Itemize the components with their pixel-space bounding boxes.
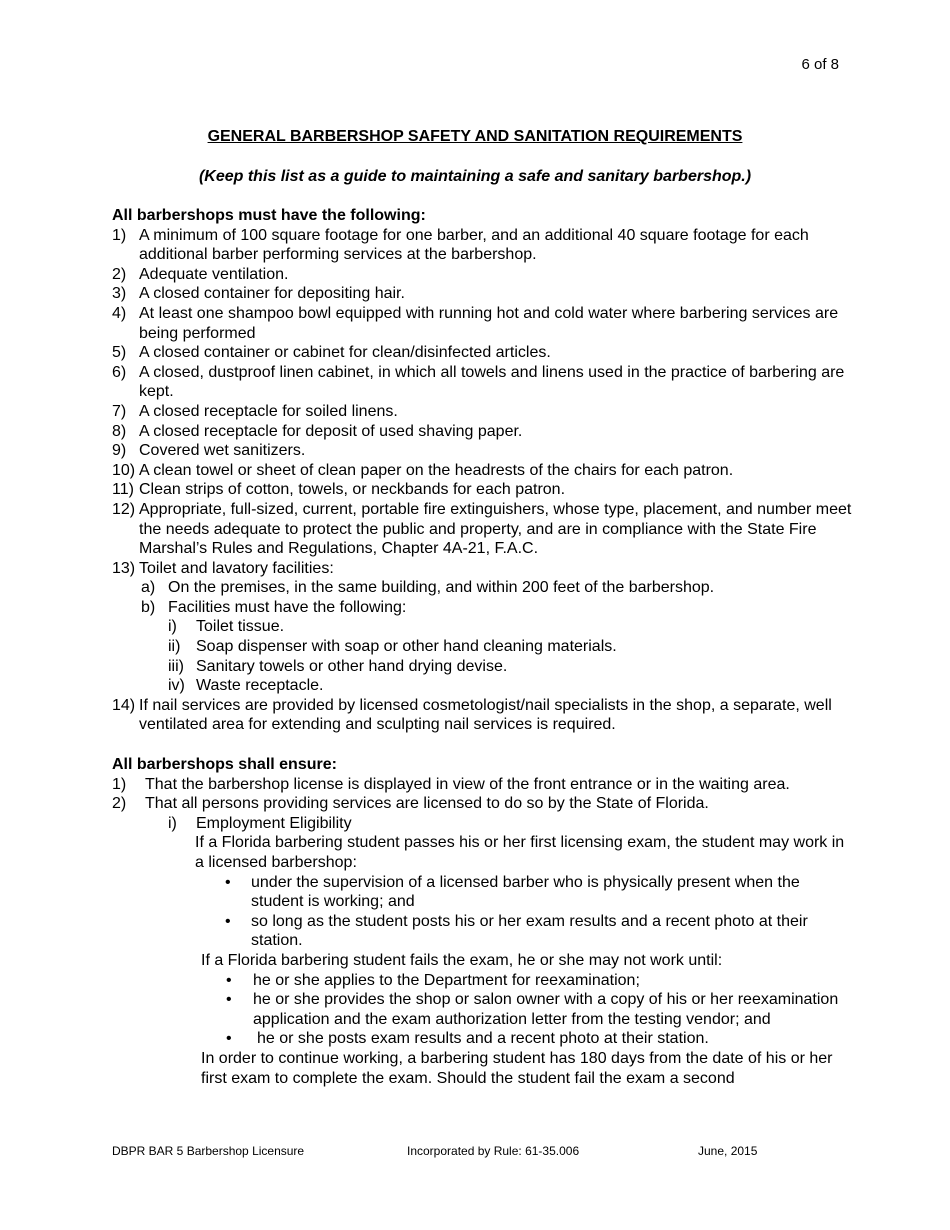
list-item xyxy=(112,441,852,461)
list-item xyxy=(112,304,852,343)
item-roman: i) xyxy=(168,814,177,832)
item-number: 9) xyxy=(112,442,127,460)
bullet-text: he or she posts exam results and a recent photo at their station. xyxy=(257,1030,709,1048)
item-text: A closed receptacle for soiled linens. xyxy=(139,402,398,420)
list-item xyxy=(112,500,852,559)
item-number: 3) xyxy=(112,285,127,303)
bullet-text: under the supervision of a licensed barber who is physically present when the student is working; and xyxy=(251,873,800,911)
item-text: That all persons providing services are licensed to do so by the State of Florida. xyxy=(145,795,709,813)
sub-sub-list-item xyxy=(112,637,852,657)
section2-heading: All barbershops shall ensure: xyxy=(112,756,337,774)
item-text: A closed receptacle for deposit of used shaving paper. xyxy=(139,422,523,440)
page-number: 6 of 8 xyxy=(801,56,839,73)
item-text: Employment Eligibility xyxy=(196,814,352,832)
document-body xyxy=(112,206,852,1088)
item-number: 7) xyxy=(112,402,127,420)
item-letter: a) xyxy=(141,579,156,597)
item-roman: iii) xyxy=(168,657,184,675)
bullet-icon: • xyxy=(225,873,231,891)
item-number: 2) xyxy=(112,795,127,813)
list-item xyxy=(112,226,852,265)
list-item xyxy=(112,343,852,363)
item-number: 10) xyxy=(112,461,136,479)
item-number: 11) xyxy=(112,481,134,499)
bullet-icon: • xyxy=(226,1030,232,1048)
item-text: A closed container or cabinet for clean/disinfected articles. xyxy=(139,344,551,362)
sub-list-item xyxy=(112,598,852,618)
item-roman: ii) xyxy=(168,638,181,656)
item-roman: iv) xyxy=(168,677,185,695)
item-number: 14) xyxy=(112,696,136,714)
list-item xyxy=(112,422,852,442)
item-text: That the barbershop license is displayed in view of the front entrance or in the waiting area. xyxy=(145,775,790,793)
item-text: A closed, dustproof linen cabinet, in which all towels and linens used in the practice of barbering are kept. xyxy=(139,363,845,401)
footer-form-name: DBPR BAR 5 Barbershop Licensure xyxy=(112,1144,305,1158)
item-number: 1) xyxy=(112,775,127,793)
item-text: Adequate ventilation. xyxy=(139,265,289,283)
item-text: At least one shampoo bowl equipped with running hot and cold water where barbering services are being performed xyxy=(139,304,839,342)
sub-sub-list-item xyxy=(112,676,852,696)
item-text: A clean towel or sheet of clean paper on the headrests of the chairs for each patron. xyxy=(139,461,734,479)
bullet-icon: • xyxy=(226,971,232,989)
sub-sub-list-item xyxy=(112,814,852,834)
footer-date: June, 2015 xyxy=(698,1144,758,1158)
item-number: 2) xyxy=(112,265,127,283)
item-text: Waste receptacle. xyxy=(196,677,324,695)
list-item xyxy=(112,402,852,422)
bullet-item xyxy=(112,873,852,912)
item-text: A closed container for depositing hair. xyxy=(139,285,405,303)
item-text: Covered wet sanitizers. xyxy=(139,442,306,460)
bullet-text: he or she provides the shop or salon owner with a copy of his or her reexamination application and the exam authorization letter from the testing vendor; and xyxy=(253,991,839,1028)
bullet-item xyxy=(112,1029,852,1049)
bullet-item xyxy=(112,971,852,991)
item-number: 13) xyxy=(112,559,136,577)
item-text: If nail services are provided by licensed cosmetologist/nail specialists in the shop, a separate, well ventilated area for extending and sculpting nail services is required. xyxy=(139,696,832,734)
item-number: 8) xyxy=(112,422,127,440)
bullet-text: so long as the student posts his or her exam results and a recent photo at their station. xyxy=(251,912,808,950)
document-title: GENERAL BARBERSHOP SAFETY AND SANITATION REQUIREMENTS xyxy=(207,128,743,145)
list-item xyxy=(112,775,852,795)
bullet-text: he or she applies to the Department for reexamination; xyxy=(253,971,640,989)
item-number: 1) xyxy=(112,226,127,244)
paragraph: If a Florida barbering student passes his or her first licensing exam, the student may work in a licensed barbershop: xyxy=(195,834,845,871)
sub-sub-list-item xyxy=(112,617,852,637)
list-item xyxy=(112,284,852,304)
bullet-item xyxy=(112,912,852,951)
item-text: Soap dispenser with soap or other hand cleaning materials. xyxy=(196,638,617,656)
item-text: Clean strips of cotton, towels, or neckbands for each patron. xyxy=(139,481,566,499)
paragraph: In order to continue working, a barbering student has 180 days from the date of his or her first exam to complete the exam. Should the student fail the exam a second xyxy=(201,1049,833,1087)
item-text: Toilet tissue. xyxy=(196,618,285,636)
item-text: Appropriate, full-sized, current, portable fire extinguishers, whose type, placement, and number meet the needs adequate to protect the public and property, and are in compliance with the State Fire Marshal’s Rules and Regulations, Chapter 4A-21, F.A.C. xyxy=(139,500,852,558)
sub-list-item xyxy=(112,578,852,598)
list-item xyxy=(112,461,852,481)
item-text: Sanitary towels or other hand drying devise. xyxy=(196,657,508,675)
item-number: 12) xyxy=(112,500,136,518)
bullet-icon: • xyxy=(226,991,232,1009)
list-item xyxy=(112,480,852,500)
item-text: Toilet and lavatory facilities: xyxy=(139,559,334,577)
item-text: Facilities must have the following: xyxy=(168,598,407,616)
list-item xyxy=(112,363,852,402)
sub-sub-list-item xyxy=(112,657,852,677)
list-item xyxy=(112,794,852,814)
item-number: 5) xyxy=(112,344,127,362)
item-text: On the premises, in the same building, and within 200 feet of the barbershop. xyxy=(168,579,715,597)
item-number: 6) xyxy=(112,363,127,381)
list-item xyxy=(112,265,852,285)
list-item xyxy=(112,696,852,735)
paragraph: If a Florida barbering student fails the exam, he or she may not work until: xyxy=(201,951,723,969)
list-item xyxy=(112,559,852,579)
item-letter: b) xyxy=(141,598,156,616)
section1-heading: All barbershops must have the following: xyxy=(112,207,426,224)
footer-rule: Incorporated by Rule: 61-35.006 xyxy=(407,1144,580,1158)
item-text: A minimum of 100 square footage for one barber, and an additional 40 square footage for each additional barber performing services at the barbershop. xyxy=(139,226,809,264)
bullet-item xyxy=(112,990,852,1029)
item-roman: i) xyxy=(168,618,177,636)
item-number: 4) xyxy=(112,304,127,322)
bullet-icon: • xyxy=(225,912,231,930)
document-subtitle: (Keep this list as a guide to maintaining a safe and sanitary barbershop.) xyxy=(198,168,752,185)
